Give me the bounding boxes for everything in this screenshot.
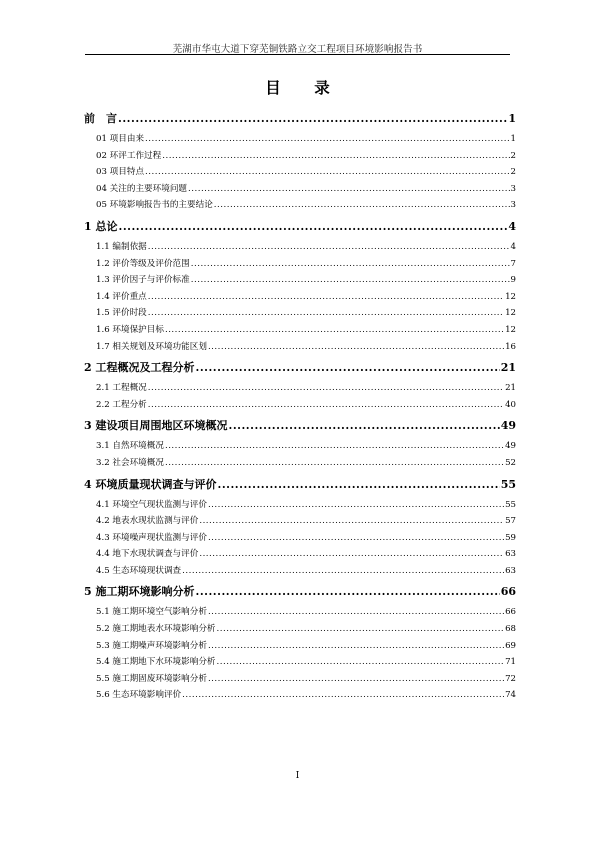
toc-section-entry[interactable] bbox=[84, 148, 516, 165]
toc-section-entry[interactable] bbox=[84, 654, 516, 671]
toc-entry-page-number: 3 bbox=[510, 200, 516, 211]
toc-section-entry[interactable] bbox=[84, 513, 516, 530]
toc-dot-leader bbox=[188, 181, 510, 198]
toc-entry-page-number: 66 bbox=[505, 607, 516, 618]
toc-dot-leader bbox=[182, 687, 504, 704]
toc-entry-page-number: 68 bbox=[505, 624, 516, 635]
toc-entry-label: 3.2 社会环境概况 bbox=[96, 457, 164, 468]
toc-dot-leader bbox=[145, 164, 509, 181]
toc-chapter-entry[interactable] bbox=[84, 360, 516, 376]
toc-entry-label: 04 关注的主要环境问题 bbox=[96, 183, 188, 194]
toc-dot-leader bbox=[208, 497, 504, 514]
toc-section-entry[interactable] bbox=[84, 621, 516, 638]
toc-entry-label: 01 项目由来 bbox=[96, 134, 145, 144]
toc-chapter-entry[interactable] bbox=[84, 418, 516, 434]
toc-section-entry[interactable] bbox=[84, 687, 516, 704]
toc-chapter-entry[interactable] bbox=[84, 584, 516, 600]
toc-dot-leader bbox=[191, 256, 510, 273]
toc-entry-label: 03 项目特点 bbox=[96, 167, 145, 178]
toc-entry-page-number: 74 bbox=[505, 690, 516, 701]
toc-dot-leader bbox=[165, 438, 504, 455]
toc-dot-leader bbox=[199, 513, 504, 530]
toc-entry-page-number: 40 bbox=[505, 399, 516, 410]
toc-dot-leader bbox=[182, 563, 504, 580]
toc-dot-leader bbox=[208, 604, 504, 621]
toc-section-entry[interactable] bbox=[84, 256, 516, 273]
toc-entry-label: 2.1 工程概况 bbox=[96, 383, 147, 394]
toc-dot-leader bbox=[195, 360, 499, 376]
toc-dot-leader bbox=[145, 131, 509, 148]
toc-chapter-entry[interactable] bbox=[84, 219, 516, 235]
toc-entry-page-number: 2 bbox=[510, 167, 516, 178]
toc-entry-page-number: 49 bbox=[505, 441, 516, 452]
toc-entry-label: 5.1 施工期环境空气影响分析 bbox=[96, 607, 207, 618]
toc-section-entry[interactable] bbox=[84, 638, 516, 655]
toc-section-entry[interactable] bbox=[84, 272, 516, 289]
toc-section-entry[interactable] bbox=[84, 397, 516, 414]
toc-entry-label: 前 言 bbox=[84, 112, 117, 125]
toc-entry-page-number: 9 bbox=[510, 275, 516, 286]
toc-section-entry[interactable] bbox=[84, 305, 516, 322]
toc-section-entry[interactable] bbox=[84, 497, 516, 514]
toc-entry-label: 5 施工期环境影响分析 bbox=[84, 585, 195, 599]
toc-dot-leader bbox=[118, 219, 507, 235]
toc-entry-page-number: 57 bbox=[505, 516, 516, 527]
toc-entry-page-number: 49 bbox=[500, 419, 516, 433]
toc-dot-leader bbox=[165, 455, 504, 472]
toc-entry-label: 1.4 评价重点 bbox=[96, 291, 147, 302]
toc-entry-page-number: 66 bbox=[500, 585, 516, 599]
toc-entry-page-number: 1 bbox=[508, 112, 516, 125]
toc-title: 目 录 bbox=[265, 78, 344, 97]
toc-section-entry[interactable] bbox=[84, 197, 516, 214]
toc-entry-label: 4.2 地表水现状监测与评价 bbox=[96, 516, 199, 527]
toc-dot-leader bbox=[148, 289, 504, 306]
toc-entry-label: 5.2 施工期地表水环境影响分析 bbox=[96, 624, 216, 635]
toc-entry-page-number: 72 bbox=[505, 673, 516, 684]
toc-entry-page-number: 1 bbox=[510, 134, 516, 144]
toc-section-entry[interactable] bbox=[84, 604, 516, 621]
toc-entry-label: 2.2 工程分析 bbox=[96, 399, 147, 410]
toc-entry-page-number: 59 bbox=[505, 532, 516, 543]
toc-dot-leader bbox=[191, 272, 510, 289]
toc-entry-label: 1.5 评价时段 bbox=[96, 308, 147, 319]
toc-entry-page-number: 63 bbox=[505, 565, 516, 576]
toc-entry-label: 4.5 生态环境现状调查 bbox=[96, 565, 182, 576]
running-header: 芜湖市华屯大道下穿芜铜铁路立交工程项目环境影响报告书 bbox=[172, 44, 423, 55]
toc-section-entry[interactable] bbox=[84, 438, 516, 455]
toc-entry-label: 5.4 施工期地下水环境影响分析 bbox=[96, 657, 216, 668]
toc-section-entry[interactable] bbox=[84, 455, 516, 472]
toc-dot-leader bbox=[208, 339, 504, 356]
table-of-contents bbox=[84, 106, 516, 704]
toc-dot-leader bbox=[165, 322, 504, 339]
toc-entry-page-number: 55 bbox=[505, 499, 516, 510]
toc-entry-label: 1.2 评价等级及评价范围 bbox=[96, 258, 190, 269]
footer-page-number: I bbox=[295, 771, 300, 781]
toc-dot-leader bbox=[148, 239, 510, 256]
toc-entry-page-number: 4 bbox=[510, 241, 516, 252]
toc-entry-label: 02 环评工作过程 bbox=[96, 150, 162, 161]
toc-section-entry[interactable] bbox=[84, 563, 516, 580]
toc-section-entry[interactable] bbox=[84, 546, 516, 563]
toc-chapter-entry[interactable] bbox=[84, 477, 516, 493]
toc-dot-leader bbox=[208, 638, 504, 655]
toc-entry-label: 1.1 编制依据 bbox=[96, 241, 147, 252]
toc-entry-page-number: 55 bbox=[500, 477, 516, 491]
toc-entry-page-number: 12 bbox=[505, 308, 516, 319]
toc-entry-label: 4 环境质量现状调查与评价 bbox=[84, 477, 217, 491]
toc-entry-label: 05 环境影响报告书的主要结论 bbox=[96, 200, 213, 211]
toc-entry-label: 2 工程概况及工程分析 bbox=[84, 361, 195, 375]
toc-entry-label: 5.6 生态环境影响评价 bbox=[96, 690, 182, 701]
toc-entry-label: 1.6 环境保护目标 bbox=[96, 324, 164, 335]
toc-section-entry[interactable] bbox=[84, 671, 516, 688]
toc-entry-page-number: 71 bbox=[505, 657, 516, 668]
toc-entry-label: 4.4 地下水现状调查与评价 bbox=[96, 549, 199, 560]
toc-entry-page-number: 63 bbox=[505, 549, 516, 560]
toc-dot-leader bbox=[195, 584, 499, 600]
toc-entry-page-number: 12 bbox=[505, 324, 516, 335]
toc-entry-page-number: 3 bbox=[510, 183, 516, 194]
toc-section-entry[interactable] bbox=[84, 380, 516, 397]
toc-entry-page-number: 21 bbox=[500, 361, 516, 375]
toc-entry-page-number: 21 bbox=[505, 383, 516, 394]
toc-entry-label: 3.1 自然环境概况 bbox=[96, 441, 164, 452]
toc-dot-leader bbox=[118, 111, 507, 127]
toc-entry-page-number: 16 bbox=[505, 341, 516, 352]
toc-section-entry[interactable] bbox=[84, 339, 516, 356]
header-rule bbox=[85, 54, 510, 55]
toc-section-entry[interactable] bbox=[84, 164, 516, 181]
toc-dot-leader bbox=[148, 305, 504, 322]
toc-section-entry[interactable] bbox=[84, 530, 516, 547]
toc-entry-label: 3 建设项目周围地区环境概况 bbox=[84, 419, 228, 433]
toc-dot-leader bbox=[208, 671, 504, 688]
toc-entry-label: 1.3 评价因子与评价标准 bbox=[96, 275, 190, 286]
toc-entry-page-number: 69 bbox=[505, 640, 516, 651]
toc-entry-label: 1 总论 bbox=[84, 219, 118, 233]
toc-chapter-entry[interactable] bbox=[84, 111, 516, 127]
toc-dot-leader bbox=[162, 148, 509, 165]
toc-dot-leader bbox=[217, 477, 499, 493]
toc-section-entry[interactable] bbox=[84, 239, 516, 256]
toc-dot-leader bbox=[208, 530, 504, 547]
toc-dot-leader bbox=[148, 380, 504, 397]
toc-section-entry[interactable] bbox=[84, 289, 516, 306]
toc-section-entry[interactable] bbox=[84, 131, 516, 148]
toc-entry-label: 4.1 环境空气现状监测与评价 bbox=[96, 499, 207, 510]
toc-entry-page-number: 4 bbox=[508, 219, 516, 233]
toc-entry-page-number: 2 bbox=[510, 150, 516, 161]
toc-dot-leader bbox=[217, 621, 505, 638]
toc-dot-leader bbox=[217, 654, 505, 671]
toc-entry-page-number: 52 bbox=[505, 457, 516, 468]
toc-dot-leader bbox=[228, 418, 499, 434]
toc-dot-leader bbox=[148, 397, 504, 414]
toc-entry-page-number: 7 bbox=[510, 258, 516, 269]
toc-section-entry[interactable] bbox=[84, 322, 516, 339]
toc-entry-label: 5.3 施工期噪声环境影响分析 bbox=[96, 640, 207, 651]
toc-dot-leader bbox=[214, 197, 510, 214]
toc-entry-page-number: 12 bbox=[505, 291, 516, 302]
toc-dot-leader bbox=[199, 546, 504, 563]
toc-entry-label: 4.3 环境噪声现状监测与评价 bbox=[96, 532, 207, 543]
toc-section-entry[interactable] bbox=[84, 181, 516, 198]
toc-entry-label: 1.7 相关规划及环境功能区划 bbox=[96, 341, 207, 352]
toc-entry-label: 5.5 施工期固废环境影响分析 bbox=[96, 673, 207, 684]
